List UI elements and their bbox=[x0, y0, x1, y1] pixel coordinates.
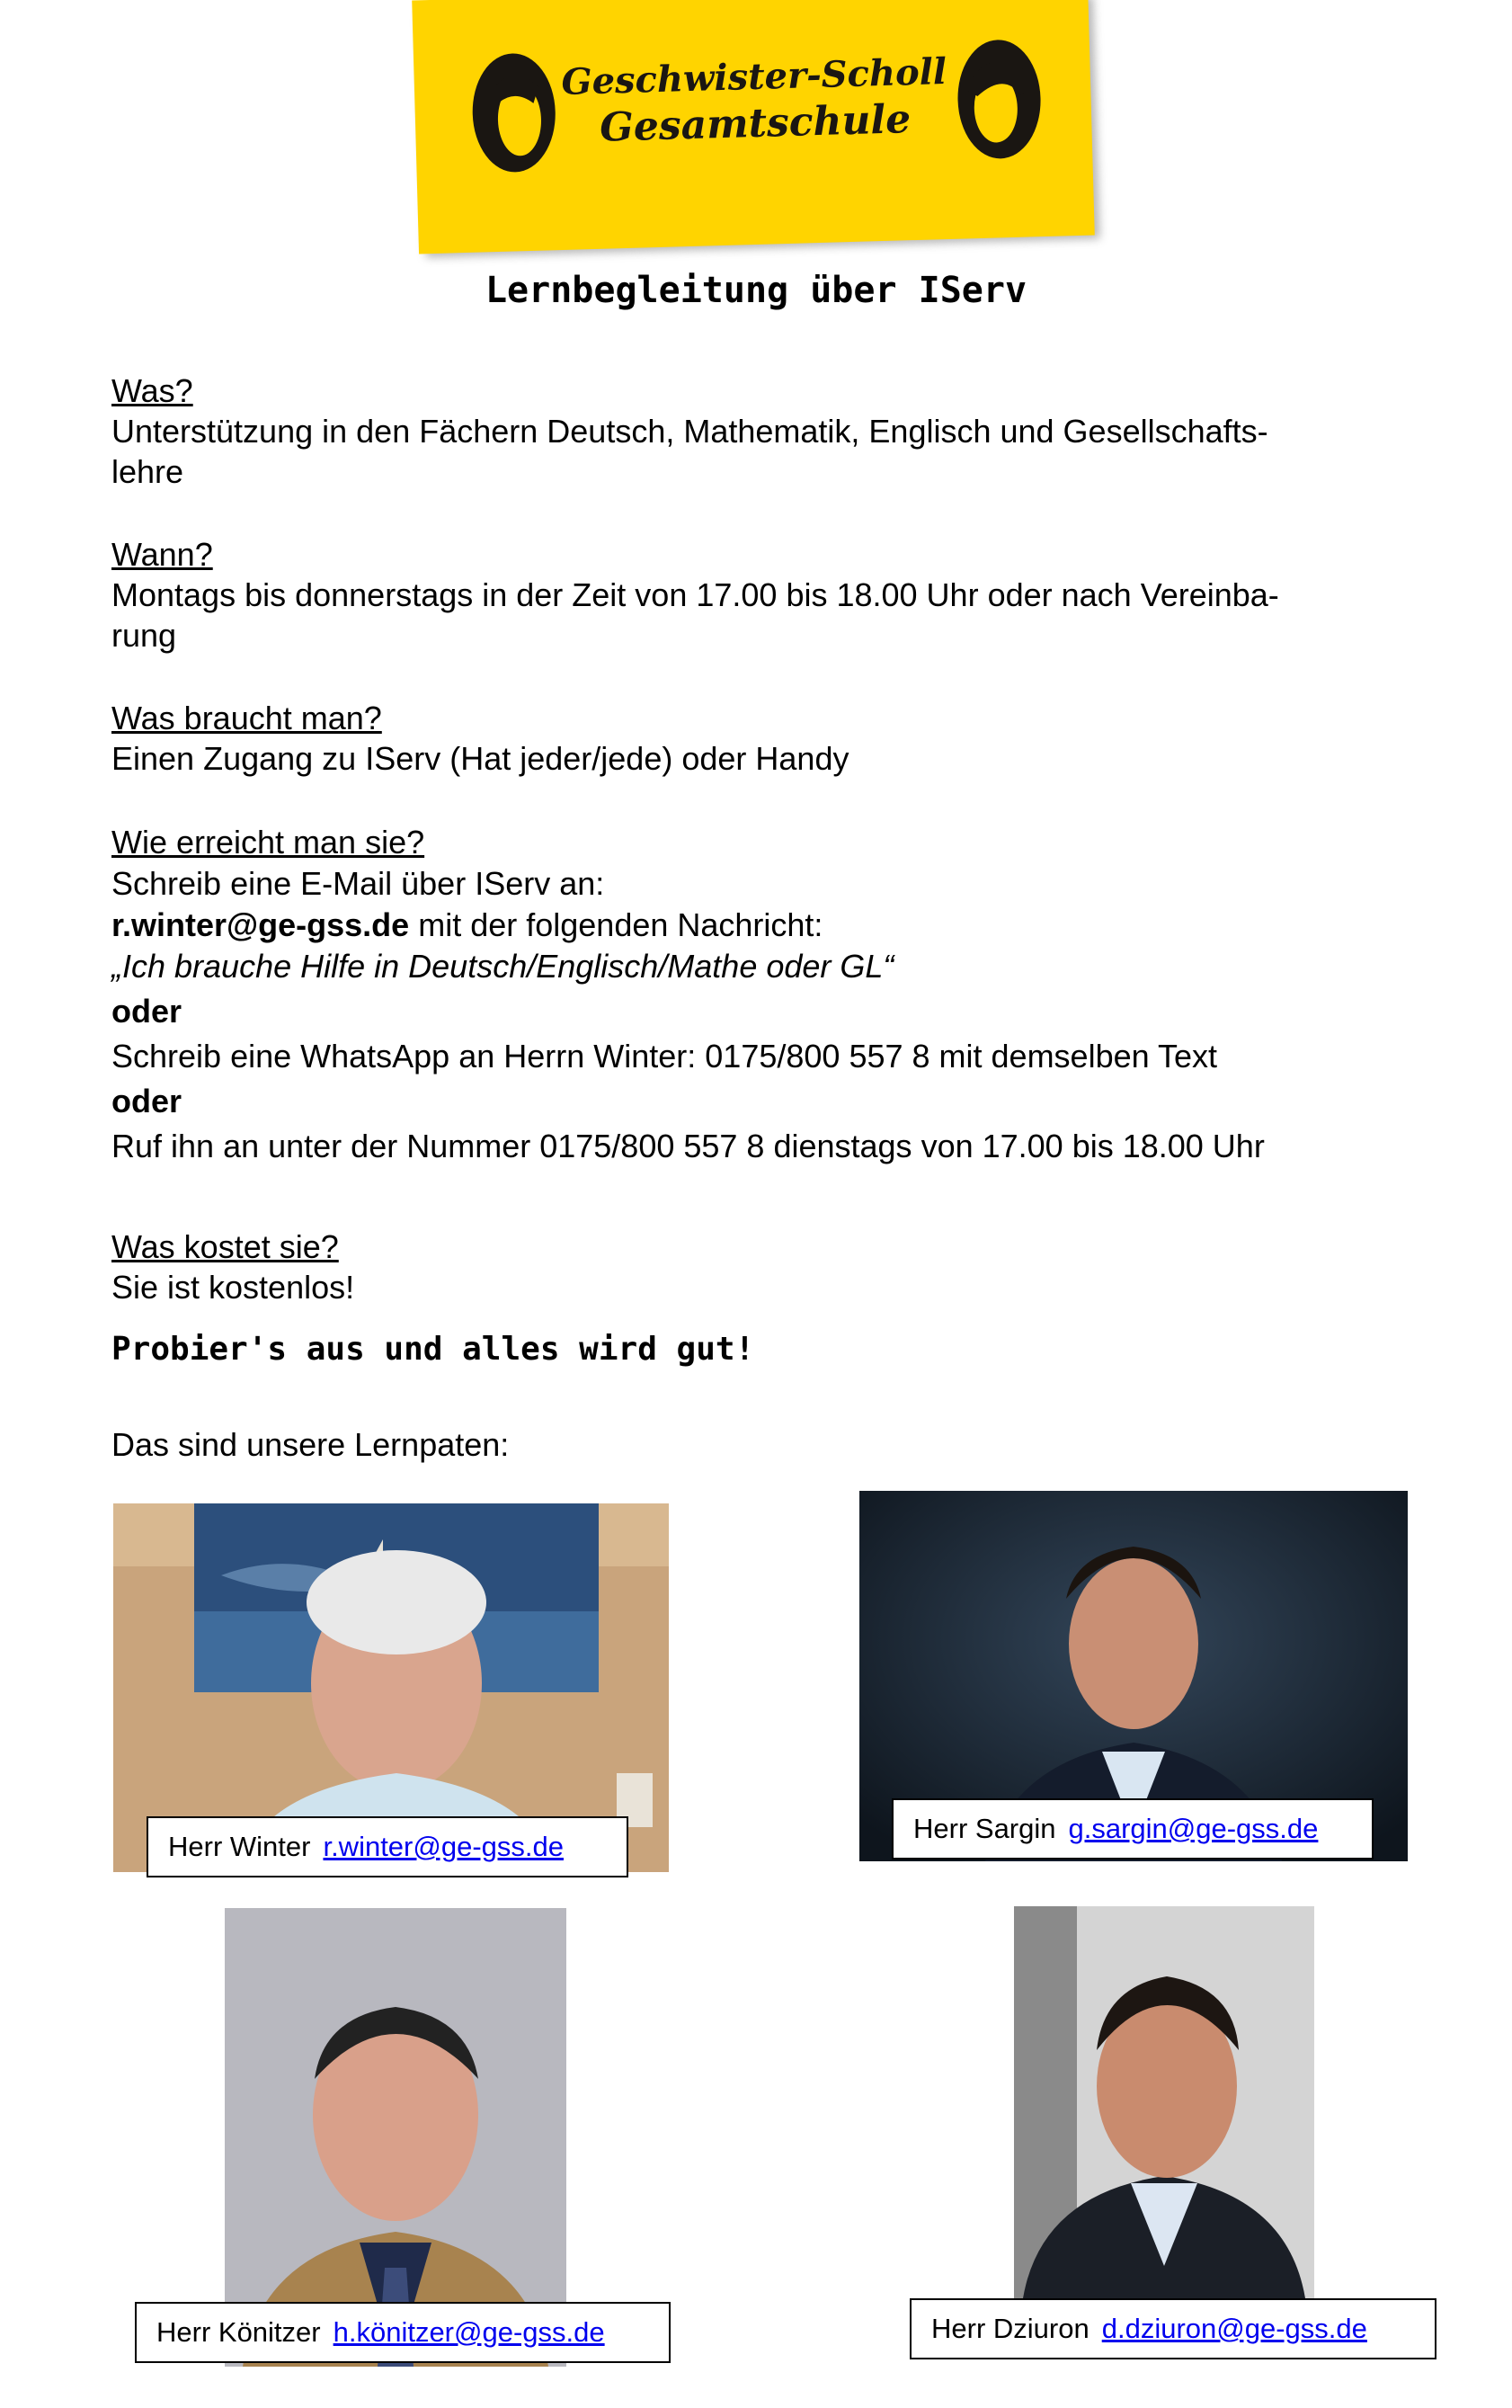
email-suffix: mit der folgenden Nachricht: bbox=[409, 906, 823, 943]
portrait-left-icon bbox=[467, 49, 561, 177]
tutor-name: Herr Dziuron bbox=[931, 2313, 1090, 2344]
section-erreicht bbox=[111, 822, 1424, 1167]
section-heading: Was kostet sie? bbox=[111, 1228, 339, 1265]
section-text: Unterstützung in den Fächern Deutsch, Mathematik, Englisch und Gesellschafts- bbox=[111, 413, 1268, 450]
caption-winter bbox=[147, 1816, 628, 1877]
whatsapp-text: Schreib eine WhatsApp an Herrn Winter: 0175/800 557 8 mit demselben Text bbox=[111, 1038, 1218, 1075]
logo-line1: Geschwister-Scholl bbox=[560, 49, 947, 103]
caption-sargin bbox=[892, 1798, 1374, 1860]
oder-text: oder bbox=[111, 993, 182, 1030]
call-text: Ruf ihn an unter der Nummer 0175/800 557 8 dienstags von 17.00 bis 18.00 Uhr bbox=[111, 1128, 1265, 1164]
oder-text: oder bbox=[111, 1083, 182, 1119]
school-logo bbox=[412, 0, 1095, 254]
caption-dziuron bbox=[910, 2298, 1436, 2359]
section-was bbox=[111, 370, 1424, 492]
tutor-name: Herr Winter bbox=[168, 1831, 311, 1862]
logo-text bbox=[556, 49, 954, 153]
tutor-email-link[interactable]: h.könitzer@ge-gss.de bbox=[333, 2316, 605, 2348]
section-text: Sie ist kostenlos! bbox=[111, 1269, 355, 1306]
tutors-intro: Das sind unsere Lernpaten: bbox=[111, 1426, 510, 1463]
section-text: lehre bbox=[111, 453, 184, 490]
tutor-name: Herr Sargin bbox=[913, 1813, 1056, 1844]
photo-dziuron bbox=[1014, 1906, 1314, 2298]
section-heading: Was? bbox=[111, 372, 193, 409]
section-braucht bbox=[111, 698, 1424, 779]
portrait-right-icon bbox=[953, 35, 1046, 164]
contact-email[interactable]: r.winter@ge-gss.de bbox=[111, 906, 410, 943]
caption-koenitzer bbox=[135, 2302, 671, 2363]
section-text: Montags bis donnerstags in der Zeit von 17.00 bis 18.00 Uhr oder nach Vereinba- bbox=[111, 576, 1279, 613]
section-wann bbox=[111, 534, 1424, 656]
section-text: rung bbox=[111, 617, 177, 654]
email-line bbox=[111, 905, 1424, 946]
quote-text: „Ich brauche Hilfe in Deutsch/Englisch/Mathe oder GL“ bbox=[111, 948, 894, 985]
tutor-email-link[interactable]: g.sargin@ge-gss.de bbox=[1068, 1813, 1319, 1844]
tutor-name: Herr Könitzer bbox=[156, 2316, 321, 2348]
slogan: Probier's aus und alles wird gut! bbox=[111, 1331, 755, 1368]
photo-koenitzer bbox=[225, 1908, 566, 2367]
tutor-email-link[interactable]: r.winter@ge-gss.de bbox=[323, 1831, 564, 1862]
section-heading: Wann? bbox=[111, 536, 213, 573]
section-kostet bbox=[111, 1226, 1424, 1307]
logo-line2: Gesamtschule bbox=[599, 96, 912, 151]
section-text: Schreib eine E-Mail über IServ an: bbox=[111, 865, 605, 902]
section-text: Einen Zugang zu IServ (Hat jeder/jede) oder Handy bbox=[111, 740, 849, 777]
tutor-email-link[interactable]: d.dziuron@ge-gss.de bbox=[1101, 2313, 1367, 2344]
section-heading: Was braucht man? bbox=[111, 700, 382, 736]
section-heading: Wie erreicht man sie? bbox=[111, 824, 425, 861]
page-title: Lernbegleitung über IServ bbox=[485, 270, 1027, 311]
